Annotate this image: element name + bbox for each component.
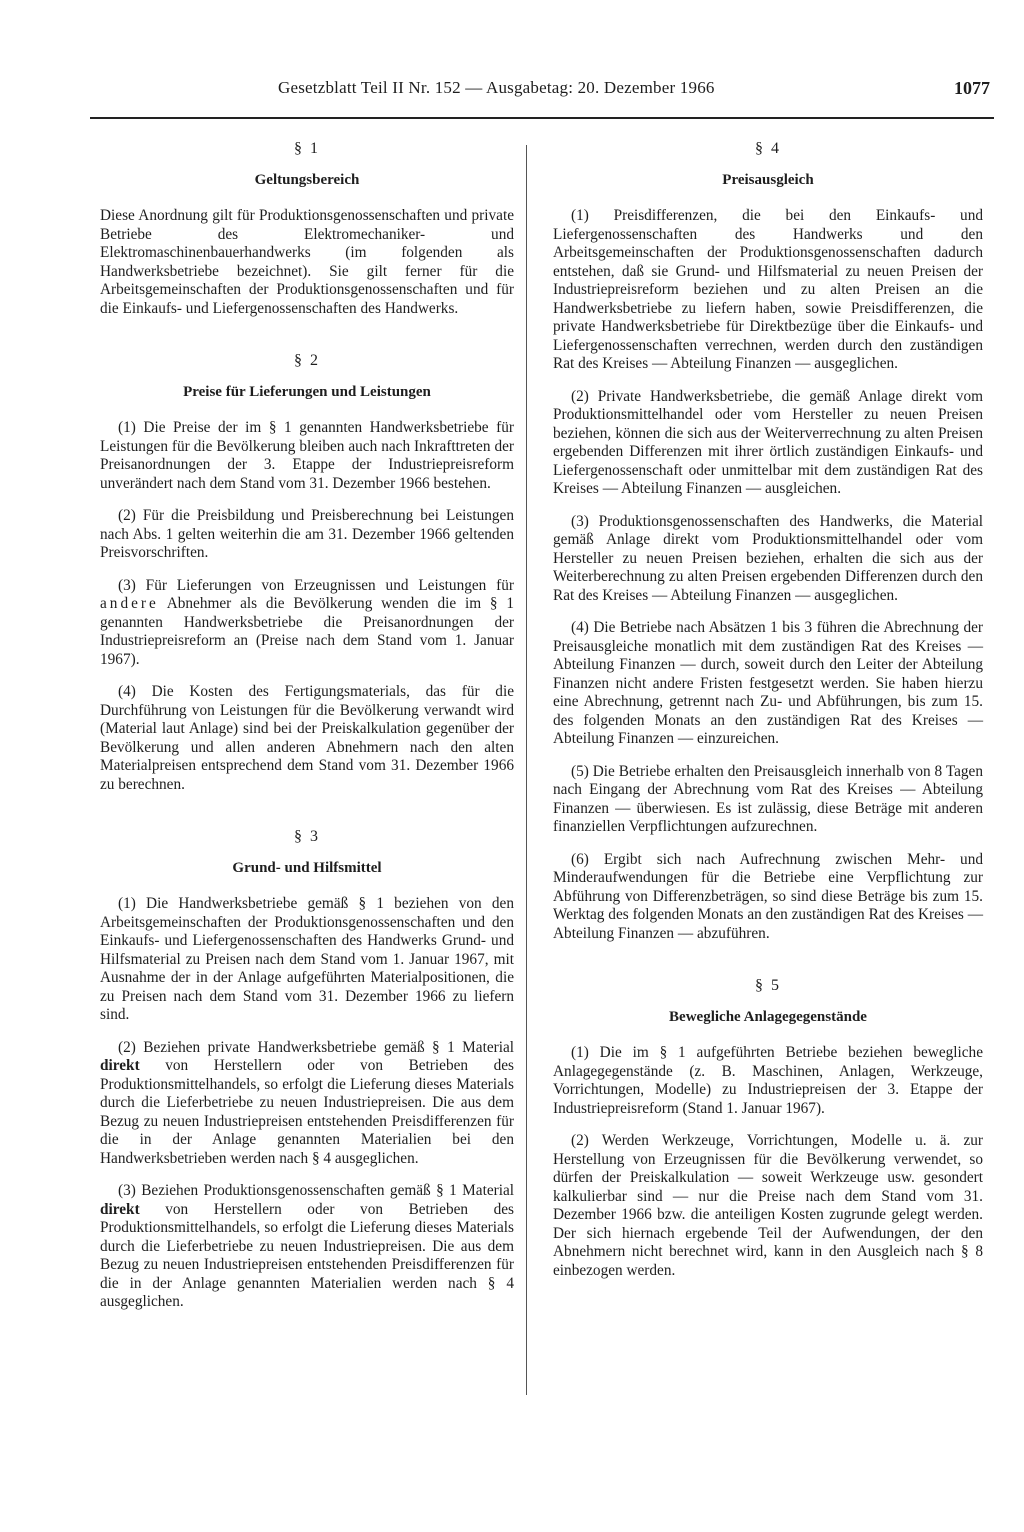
emphasis-spaced: andere bbox=[100, 595, 159, 612]
paragraph: (5) Die Betriebe erhalten den Preisausgleich innerhalb von 8 Tagen nach Eingang der Abrechnung vom Rat des Kreises — Abteilung Finanzen — überwiesen. Es ist zulässig, diese Beträge mit anderen finanziellen Verpflichtungen aufzurechnen. bbox=[553, 762, 983, 835]
page-header bbox=[90, 78, 990, 108]
paragraph: (1) Die Preise der im § 1 genannten Handwerksbetriebe für Leistungen für die Bevölkerung bleiben auch nach Inkrafttreten der Preisanordnungen der 3. Etappe der Industriepreisreform unverändert nach dem Stand vom 31. Dezember 1966 bestehen. bbox=[100, 419, 514, 492]
header-rule bbox=[90, 117, 994, 119]
paragraph: (3) Für Lieferungen von Erzeugnissen und Leistungen für andere Abnehmer als die Bevölkerung wenden die im § 1 genannten Handwerksbetriebe die Preisanordnungen der Industriepreisreform an (Preise nach dem Stand vom 1. Januar 1967). bbox=[100, 576, 514, 668]
paragraph: (4) Die Betriebe nach Absätzen 1 bis 3 führen die Abrechnung der Preisausgleiche monatlich mit dem zuständigen Rat des Kreises — Abteilung Finanzen — durch, soweit durch den Leiter der Abteilung Finanzen nicht andere Fristen festgesetzt werden. Sie haben hierzu eine Abrechnung, getrennt nach Zu- und Abführungen, bis zum 15. des folgenden Monats an den zuständigen Rat des Kreises — Abteilung Finanzen — einzureichen. bbox=[553, 619, 983, 747]
section-title: Preisausgleich bbox=[722, 172, 814, 188]
section-title: Grund- und Hilfsmittel bbox=[232, 860, 382, 876]
section-number: § 3 bbox=[294, 828, 320, 845]
paragraph: (1) Die Handwerksbetriebe gemäß § 1 beziehen von den Arbeitsgemeinschaften der Produktionsgenossenschaften und den Einkaufs- und Liefergenossenschaften des Handwerks Grund- und Hilfsmaterial zu Preisen nach dem Stand vom 1. Januar 1967, mit Ausnahme der in der Anlage aufgeführten Materialpositionen, die zu Preisen nach dem Stand vom 31. Dezember 1966 zu liefern sind. bbox=[100, 895, 514, 1023]
paragraph: (2) Private Handwerksbetriebe, die gemäß Anlage direkt vom Produktionsmittelhandel oder vom Hersteller zu neuen Preisen beziehen, können die sich aus der Weiterverrechnung zu alten Preisen ergebenden Differenzen mit ihrer örtlich zuständigen Einkaufs- und Liefergenossenschaft oder unmittelbar mit dem zuständigen Rat des Kreises — Abteilung Finanzen — ausgleichen. bbox=[553, 387, 983, 497]
emphasis-bold: direkt bbox=[100, 1057, 140, 1074]
section-5 bbox=[553, 977, 983, 1280]
section-number: § 4 bbox=[755, 140, 781, 157]
paragraph: (2) Für die Preisbildung und Preisberechnung bei Leistungen nach Abs. 1 gelten weiterhin die am 31. Dezember 1966 geltenden Preisvorschriften. bbox=[100, 507, 514, 561]
section-4 bbox=[553, 140, 983, 943]
right-column bbox=[553, 140, 983, 1294]
paragraph: (1) Preisdifferenzen, die bei den Einkaufs- und Liefergenossenschaften des Handwerks und den Arbeitsgemeinschaften der Produktionsgenossenschaften dadurch entstehen, daß sie Grund- und Hilfsmaterial zu neuen Preisen der Industriepreisreform beziehen und zu alten Preisen an die Handwerksbetriebe zu liefern haben, sowie Preisdifferenzen, die private Handwerksbetriebe für Direktbezüge über die Einkaufs- und Liefergenossenschaften verrechnen, werden durch den zuständigen Rat des Kreises — Abteilung Finanzen — ausgeglichen. bbox=[553, 207, 983, 372]
column-divider bbox=[526, 145, 527, 1395]
paragraph: (3) Beziehen Produktionsgenossenschaften gemäß § 1 Material direkt von Herstellern oder von Betrieben des Produktionsmittelhandels, so erfolgt die Lieferung dieses Materials durch die Lieferbetriebe zu neuen Industriepreisen. Die aus dem Bezug zu neuen Industriepreisen entstehenden Preisdifferenzen für die in der Anlage genannten Materialien werden nach § 4 ausgeglichen. bbox=[100, 1182, 514, 1310]
header-title: Gesetzblatt Teil II Nr. 152 — Ausgabetag: 20. Dezember 1966 bbox=[278, 78, 715, 97]
paragraph: Diese Anordnung gilt für Produktionsgenossenschaften und private Betriebe des Elektromechaniker- und Elektromaschinenbauerhandwerks (im folgenden als Handwerksbetriebe bezeichnet). Sie gilt ferner für die Arbeitsgemeinschaften der Produktionsgenossenschaften und für die Einkaufs- und Liefergenossenschaften des Handwerks. bbox=[100, 207, 514, 317]
paragraph: (6) Ergibt sich nach Aufrechnung zwischen Mehr- und Minderaufwendungen für die Betriebe eine Verpflichtung zur Abführung von Differenzbeträgen, so sind diese Beträge bis zum 15. Werktag des folgenden Monats an den zuständigen Rat des Kreises — Abteilung Finanzen — abzuführen. bbox=[553, 850, 983, 942]
paragraph: (3) Produktionsgenossenschaften des Handwerks, die Material gemäß Anlage direkt vom Produktionsmittelhandel oder vom Hersteller zu neuen Preisen beziehen, erhalten die sich aus der Weiterberechnung zu alten Preisen ergebenden Differenzen durch den Rat des Kreises — Abteilung Finanzen — ausgeglichen. bbox=[553, 512, 983, 604]
section-1 bbox=[100, 140, 514, 318]
section-2 bbox=[100, 352, 514, 794]
section-3 bbox=[100, 828, 514, 1312]
section-title: Bewegliche Anlagegegenstände bbox=[669, 1009, 867, 1025]
section-number: § 5 bbox=[755, 977, 781, 994]
section-number: § 1 bbox=[294, 140, 320, 157]
paragraph: (4) Die Kosten des Fertigungsmaterials, das für die Durchführung von Leistungen für die Bevölkerung verwandt wird (Material laut Anlage) sind bei der Preiskalkulation gegenüber der Bevölkerung und allen anderen Abnehmern nach den alten Materialpreisen entsprechend dem Stand vom 31. Dezember 1966 zu berechnen. bbox=[100, 683, 514, 793]
paragraph: (2) Beziehen private Handwerksbetriebe gemäß § 1 Material direkt von Herstellern oder von Betrieben des Produktionsmittelhandels, so erfolgt die Lieferung dieses Materials durch die Lieferbetriebe zu neuen Industriepreisen. Die aus dem Bezug zu neuen Industriepreisen entstehenden Preisdifferenzen für die in der Anlage genannten Materialien bei den Handwerksbetrieben werden nach § 4 ausgeglichen. bbox=[100, 1038, 514, 1167]
paragraph: (2) Werden Werkzeuge, Vorrichtungen, Modelle u. ä. zur Herstellung von Erzeugnissen für die Bevölkerung verwendet, so dürfen der Preiskalkulation — soweit Werkzeuge usw. gesondert kalkulierbar sind — nur die Preise nach dem Stand vom 31. Dezember 1966 bzw. die anteiligen Kosten zugrunde gelegt werden. Der sich hiernach ergebende Teil der Aufwendungen, der den Abnehmern nicht berechnet wird, kann in den Ausgleich nach § 8 einbezogen werden. bbox=[553, 1132, 983, 1279]
section-title: Preise für Lieferungen und Leistungen bbox=[183, 384, 431, 400]
left-column bbox=[100, 140, 514, 1326]
section-title: Geltungsbereich bbox=[254, 172, 360, 188]
section-number: § 2 bbox=[294, 352, 320, 369]
emphasis-bold: direkt bbox=[100, 1200, 140, 1218]
page-number: 1077 bbox=[954, 78, 990, 98]
paragraph: (1) Die im § 1 aufgeführten Betriebe beziehen bewegliche Anlagegegenstände (z. B. Maschinen, Anlagen, Werkzeuge, Vorrichtungen, Modelle) zu Industriepreisen der 3. Etappe der Industriepreisreform (Stand 1. Januar 1967). bbox=[553, 1044, 983, 1117]
